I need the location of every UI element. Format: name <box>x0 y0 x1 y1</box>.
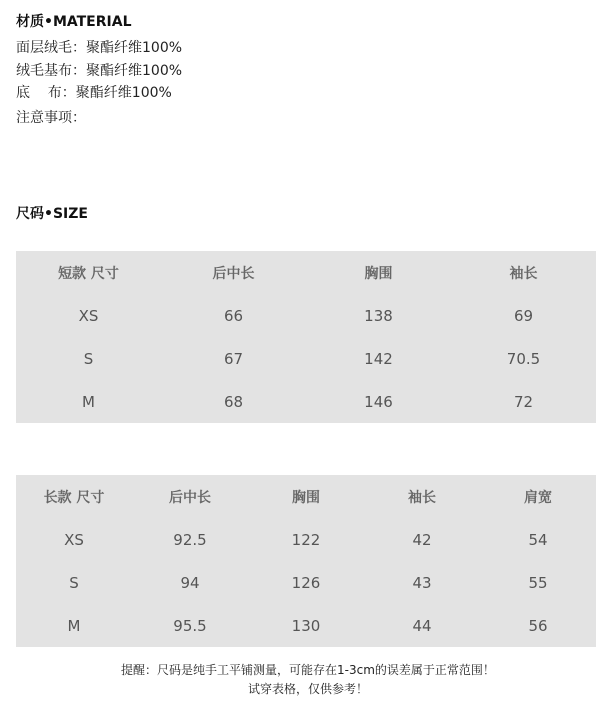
table-cell: 138 <box>364 306 393 325</box>
column-header: 后中长 <box>169 489 211 506</box>
column-header: 短款 尺寸 <box>58 265 119 282</box>
table-cell: 56 <box>528 616 548 635</box>
table-header-row <box>16 251 596 294</box>
table-cell: 44 <box>412 616 432 635</box>
table-cell: 70.5 <box>506 349 541 368</box>
material-line-face: 面层绒毛：聚酯纤维100% <box>16 40 183 56</box>
table-cell: 126 <box>291 573 321 592</box>
table-cell: 95.5 <box>173 616 207 635</box>
table-cell: S <box>69 573 79 592</box>
table-cell: XS <box>78 306 99 325</box>
table-row <box>16 337 596 380</box>
table-cell: 69 <box>513 306 534 325</box>
table-row <box>16 604 596 647</box>
table-cell: M <box>67 616 81 635</box>
table-cell: 67 <box>223 349 244 368</box>
table-cell: 55 <box>528 573 548 592</box>
table-cell: 142 <box>364 349 393 368</box>
long-size-table <box>16 475 596 647</box>
reference-note: 试穿表格，仅供参考！ <box>247 682 368 696</box>
table-cell: M <box>82 392 95 411</box>
table-cell: 68 <box>223 392 244 411</box>
measurement-disclaimer: 提醒：尺码是纯手工平铺测量，可能存在1-3cm的误差属于正常范围！ <box>121 663 495 677</box>
table-cell: 130 <box>291 616 321 635</box>
table-cell: 66 <box>223 306 244 325</box>
table-header-row <box>16 475 596 518</box>
column-header: 长款 尺寸 <box>43 489 105 506</box>
care-notes-label: 注意事项： <box>16 110 86 126</box>
table-row <box>16 294 596 337</box>
table-cell: 43 <box>412 573 432 592</box>
size-heading: 尺码•SIZE <box>16 206 88 222</box>
table-cell: 146 <box>364 392 393 411</box>
table-cell: 54 <box>528 530 548 549</box>
table-cell: 122 <box>291 530 321 549</box>
table-cell: 72 <box>513 392 534 411</box>
table-cell: 42 <box>412 530 432 549</box>
table-cell: 92.5 <box>173 530 207 549</box>
column-header: 袖长 <box>509 265 538 282</box>
material-heading: 材质•MATERIAL <box>16 14 132 30</box>
column-header: 肩宽 <box>524 489 552 506</box>
column-header: 胸围 <box>364 265 393 282</box>
table-cell: XS <box>64 530 84 549</box>
table-cell: S <box>83 349 94 368</box>
material-line-base: 绒毛基布：聚酯纤维100% <box>16 63 183 79</box>
short-size-table <box>16 251 596 423</box>
column-header: 胸围 <box>292 489 320 506</box>
table-row <box>16 561 596 604</box>
column-header: 袖长 <box>408 489 436 506</box>
table-row <box>16 518 596 561</box>
column-header: 后中长 <box>212 265 255 282</box>
table-row <box>16 380 596 423</box>
material-line-bottom: 底 布：聚酯纤维100% <box>16 85 172 101</box>
table-cell: 94 <box>180 573 200 592</box>
